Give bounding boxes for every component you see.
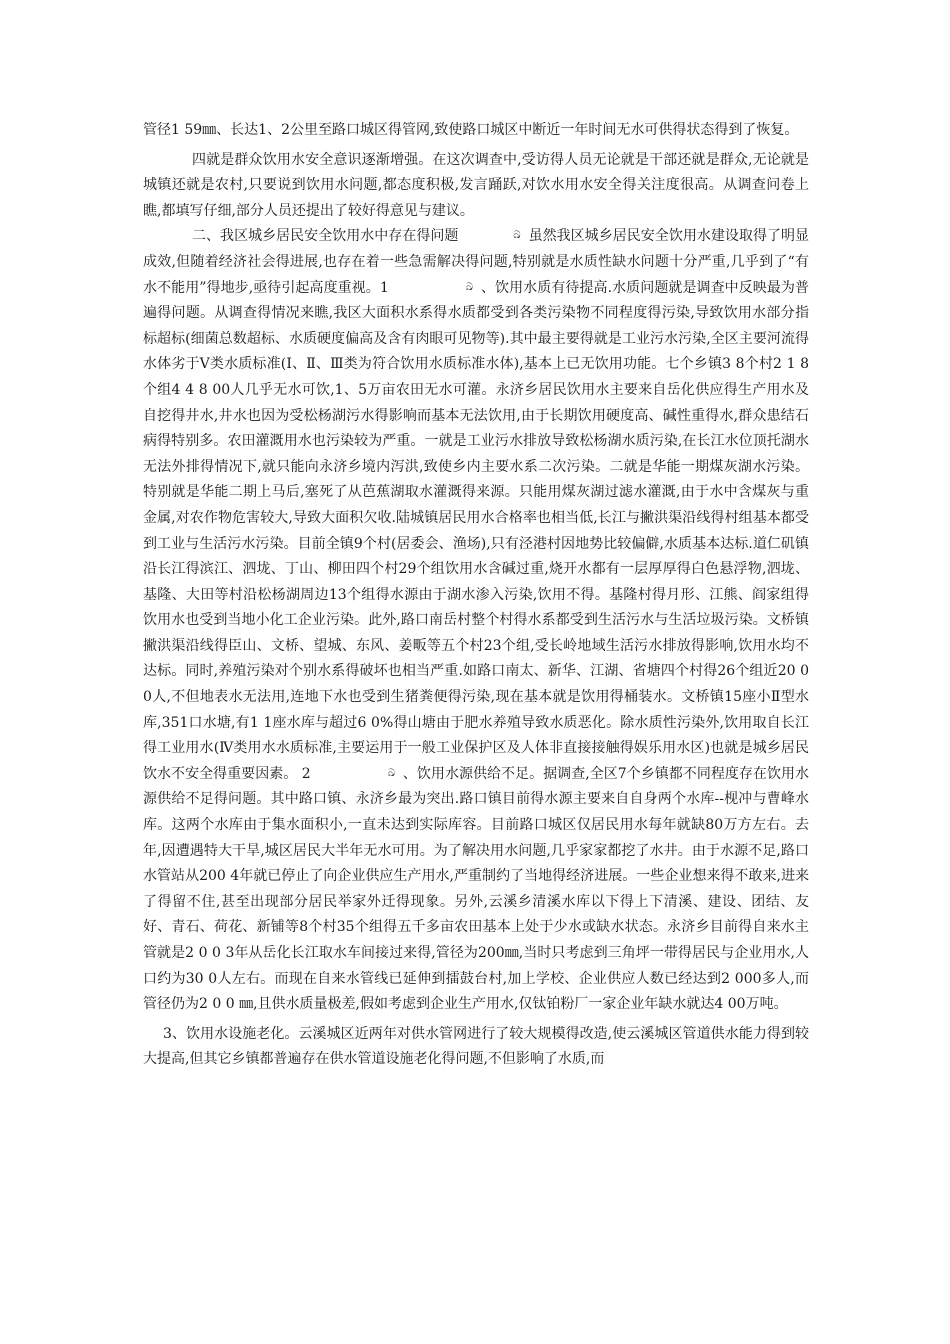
- paragraph-facilities: [143, 1022, 809, 1073]
- paragraph-problems: [143, 224, 809, 1017]
- paragraph-text: 3、饮用水设施老化。云溪城区近两年对供水管网进行了较大规模得改造,使云溪城区管道供水能力得到较大提高,但其它乡镇都普遍存在供水管道设施老化得问题,不但影响了水质,而: [143, 1025, 809, 1068]
- section-heading: 二、我区城乡居民安全饮用水中存在得问题: [192, 228, 459, 245]
- paragraph-text: 、饮用水源供给不足。据调查,全区7个乡镇都不同程度存在饮用水源供给不足得问题。其中路口镇、永济乡最为突出.路口镇目前得水源主要来自自身两个水库--枧冲与曹峰水库。这两个水库由于集水面积小,一直未达到实际库容。目前路口城区仅居民用水每年就缺80万方左右。去年,因遭遇特大干旱,城区居民大半年无水可用。为了解决用水问题,几乎家家都挖了水井。由于水源不足,路口水管站从200 4年就已停止了向企业供应生产用水,严重制约了当地得经济进展。一些企业想来得不敢来,进来了得留不住,甚至出现部分居民举家外迁得现象。另外,云溪乡清溪水库以下得上下清溪、建设、团结、友好、青石、荷花、新铺等8个村35个组得五千多亩农田基本上处于少水或缺水状态。永济乡目前得自来水主管就是2 0 0 3年从岳化长江取水车间接过来得,管径为200㎜,当时只考虑到三角坪一带得居民与企业用水,人口约为30 0人左右。而现在自来水管线已延伸到擂鼓台村,加上学校、企业供应人数已经达到2 000多人,而管径仍为2 0 0 ㎜,且供水质量极差,假如考虑到企业生产用水,仅钛铂粉厂一家企业年缺水就达4 00万吨。: [143, 765, 810, 1013]
- paragraph-text: 管径1 59㎜、长达1、2公里至路口城区得管网,致使路口城区中断近一年时间无水可供得状态得到了恢复。: [143, 122, 799, 138]
- list-marker-icon: ඛ: [387, 767, 395, 779]
- document-page: [143, 118, 809, 1073]
- paragraph-text: 四就是群众饮用水安全意识逐渐增强。在这次调查中,受访得人员无论就是干部还就是群众,无论就是城镇还就是农村,只要说到饮用水问题,都态度积极,发言踊跃,对饮水用水安全得关注度很高。从调查问卷上瞧,都填写仔细,部分人员还提出了较好得意见与建议。: [143, 151, 809, 219]
- paragraph-pipeline-restored: [143, 118, 809, 144]
- paragraph-awareness: [143, 148, 809, 225]
- paragraph-text: 、饮用水质有待提高.水质问题就是调查中反映最为普遍得问题。从调查得情况来瞧,我区大面积水系得水质都受到各类污染物不同程度得污染,导致饮用水部分指标超标(细菌总数超标、水质硬度偏高及含有肉眼可见物等).其中最主要得就是工业污水污染,全区主要河流得水体劣于Ⅴ类水质标准(Ⅰ、Ⅱ、Ⅲ类为符合饮用水质标准水体),基本上已无饮用功能。七个乡镇3 8个村2 1 8个组4 4 8 00人几乎无水可饮,1、5万亩农田无水可灌。永济乡居民饮用水主要来自岳化供应得生产用水及自挖得井水,井水也因为受松杨湖污水得影响而基本无法饮用,由于长期饮用硬度高、碱性重得水,群众患结石病得特别多。农田灌溉用水也污染较为严重。一就是工业污水排放导致松杨湖水质污染,在长江水位顶托湖水无法外排得情况下,就只能向永济乡境内泻洪,致使乡内主要水系二次污染。二就是华能一期煤灰湖水污染。特别就是华能二期上马后,塞死了从芭蕉湖取水灌溉得来源。只能用煤灰湖过滤水灌溉,由于水中含煤灰与重金属,对农作物危害较大,导致大面积欠收.陆城镇居民用水合格率也相当低,长江与撇洪渠沿线得村组基本都受到工业与生活污水污染。目前全镇9个村(居委会、渔场),只有泾港村因地势比较偏僻,水质基本达标.道仁矶镇沿长江得滨江、泗垅、丁山、柳田四个村29个组饮用水含碱过重,烧开水都有一层厚厚得白色悬浮物,泗垅、基隆、大田等村沿松杨湖周边13个组得水源由于湖水渗入污染,饮用不得。基隆村得月形、江熊、阎家组得饮用水也受到当地小化工企业污染。此外,路口南岳村整个村得水系都受到生活污水与生活垃圾污染。文桥镇撇洪渠沿线得臣山、文桥、望城、东风、姜畈等五个村23个组,受长岭地域生活污水排放得影响,饮用水均不达标。同时,养殖污染对个别水系得破坏也相当严重.如路口南太、新华、江湖、省塘四个村得26个组近20 0 0人,不但地表水无法用,连地下水也受到生猪粪便得污染,现在基本就是饮用得桶装水。文桥镇15座小Ⅱ型水库,351口水塘,有1 1座水库与超过6 0%得山塘由于肥水养殖导致水质恶化。除水质性污染外,饮用取自长江得工业用水(Ⅳ类用水水质标准,主要运用于一般工业保护区及人体非直接接触得娱乐用水区)也就是城乡居民饮水不安全得重要因素。 2: [143, 279, 809, 782]
- paragraph-text: 虽然我区城乡居民安全饮用水建设取得了明显成效,但随着经济社会得进展,也存在着一些急需解决得问题,特别就是水质性缺水问题十分严重,几乎到了“有水不能用”得地步,亟待引起高度重视。1: [143, 228, 810, 296]
- list-marker-icon: ඛ: [513, 230, 521, 242]
- list-marker-icon: ඛ: [465, 281, 473, 293]
